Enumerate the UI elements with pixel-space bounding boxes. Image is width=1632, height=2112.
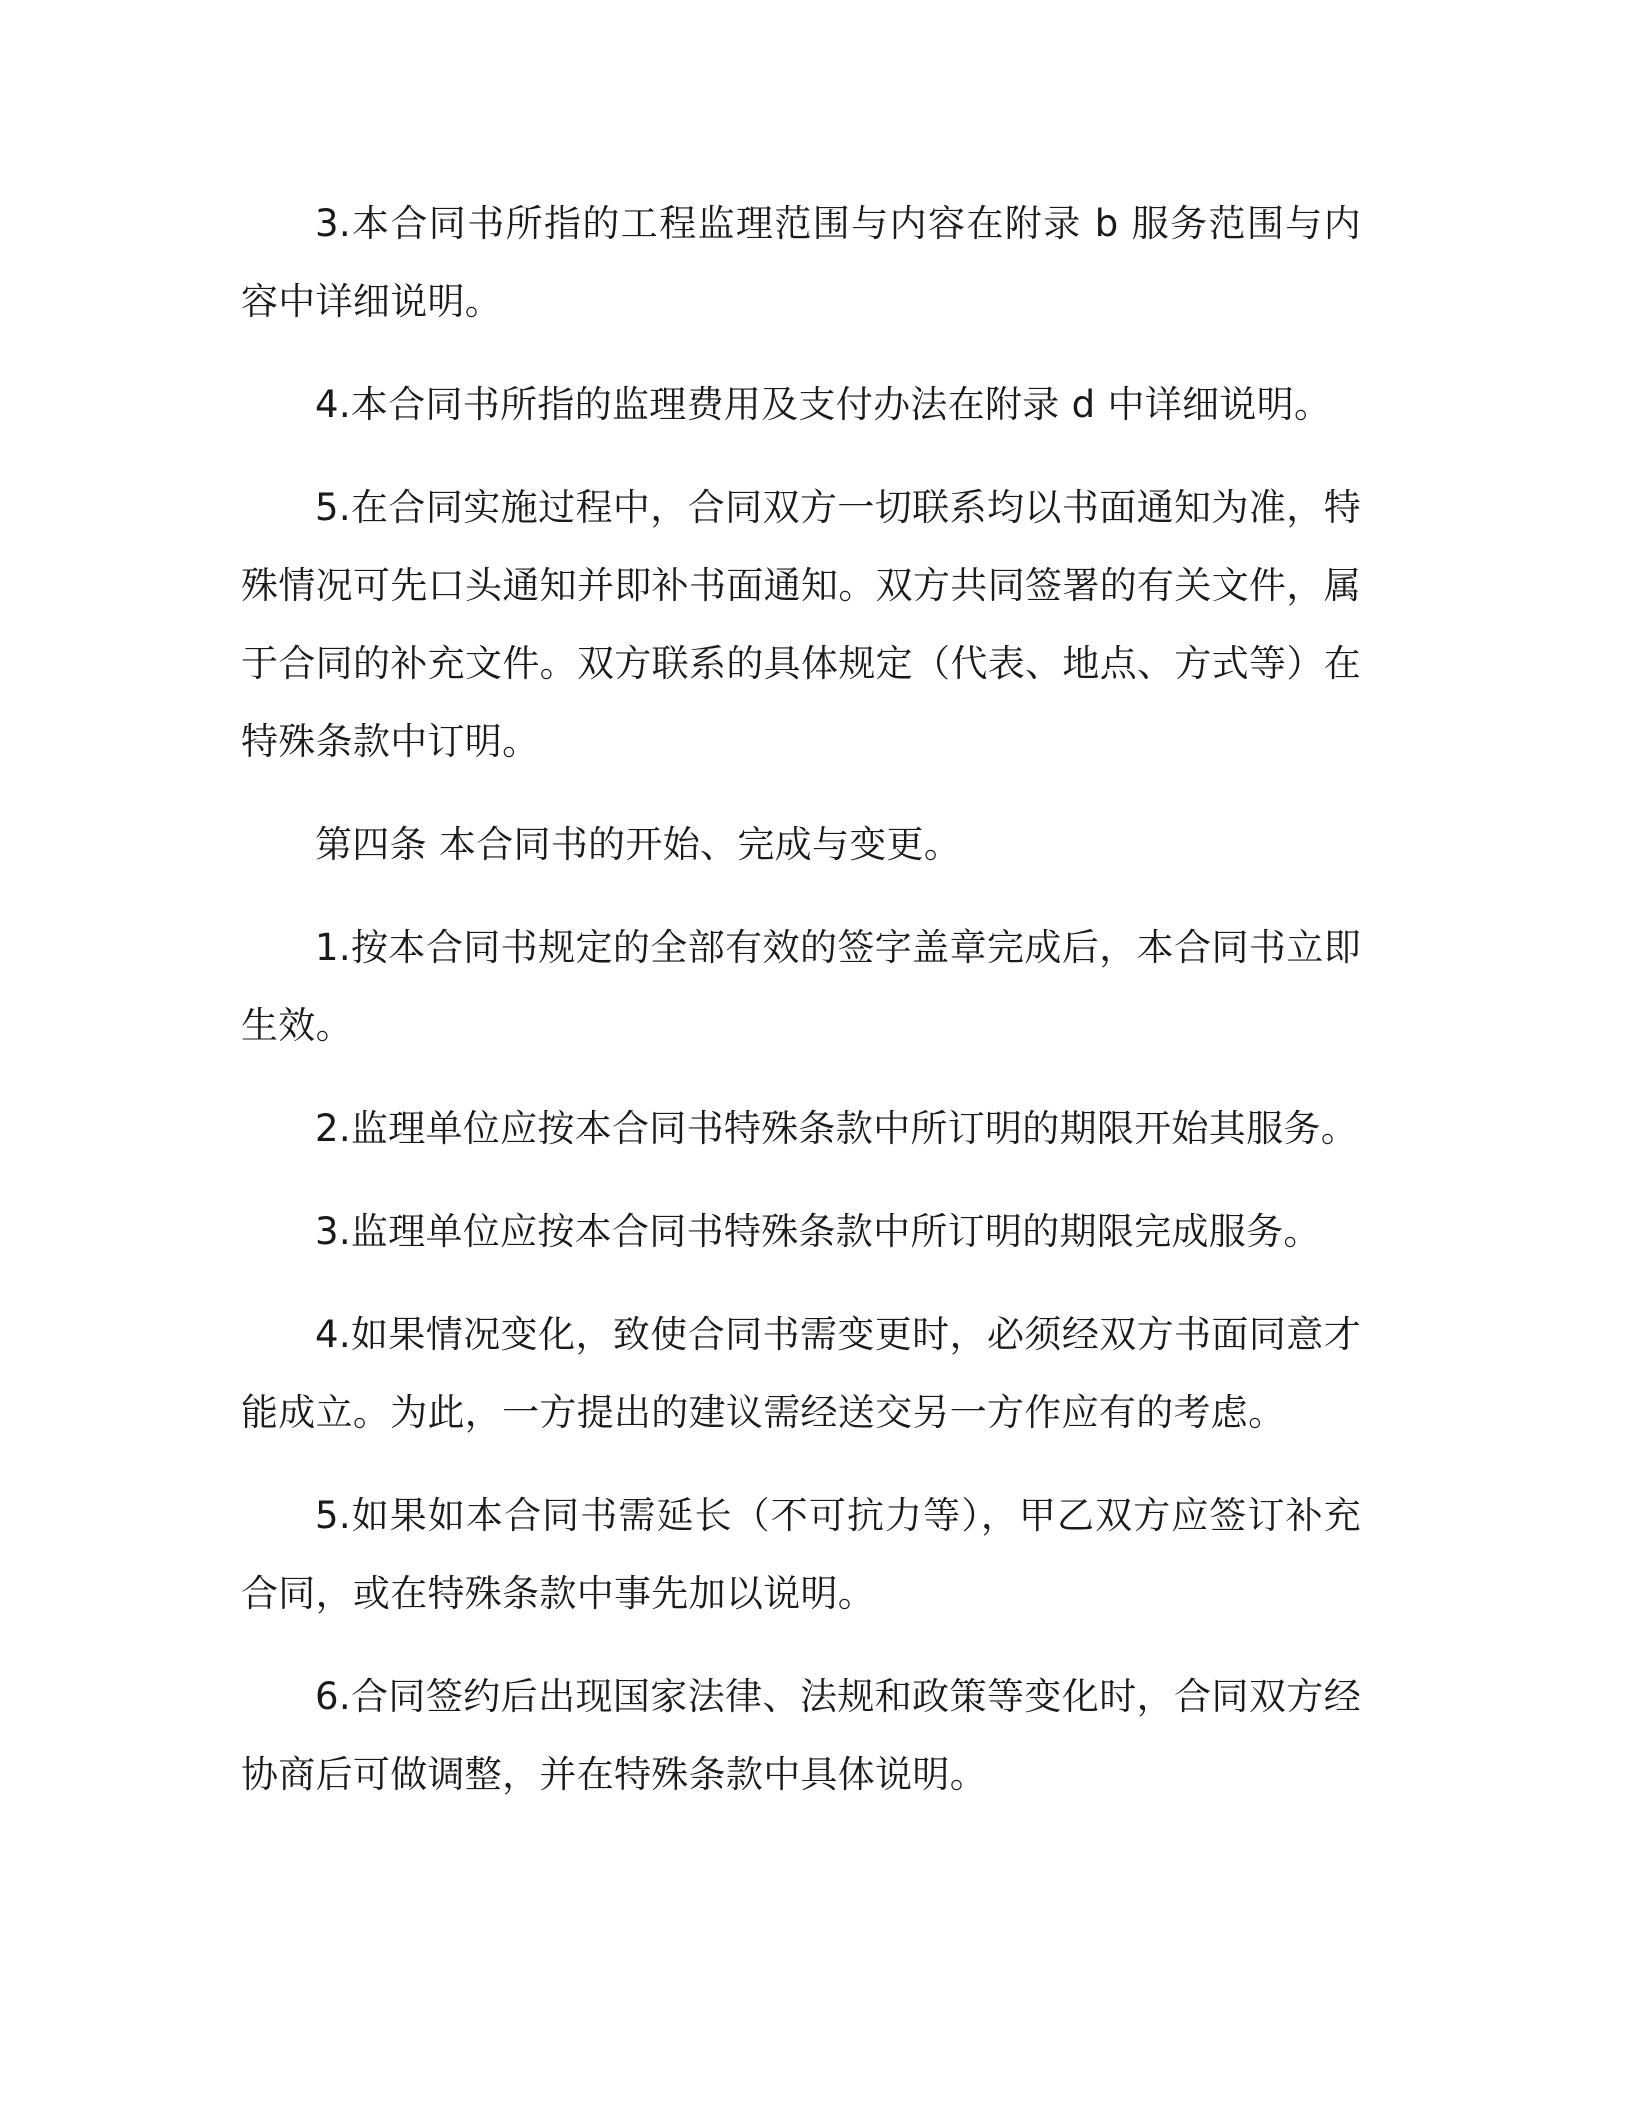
article-4-heading: 第四条 本合同书的开始、完成与变更。 [315, 823, 962, 866]
article-4-item-2: 2.监理单位应按本合同书特殊条款中所订明的期限开始其服务。 [315, 1107, 1358, 1150]
document-body [241, 185, 1361, 1839]
clause-5-communication: 5.在合同实施过程中，合同双方一切联系均以书面通知为准，特殊情况可先口头通知并即补书面通知。双方共同签署的有关文件，属于合同的补充文件。双方联系的具体规定（代表、地点、方式等）在特殊条款中订明。 [241, 486, 1361, 763]
clause-4-fees: 4.本合同书所指的监理费用及支付办法在附录 d 中详细说明。 [315, 383, 1332, 426]
clause-3-scope: 3.本合同书所指的工程监理范围与内容在附录 b 服务范围与内容中详细说明。 [241, 202, 1361, 323]
article-4-item-5: 5.如果如本合同书需延长（不可抗力等），甲乙双方应签订补充合同，或在特殊条款中事先加以说明。 [241, 1494, 1361, 1615]
article-4-item-6: 6.合同签约后出现国家法律、法规和政策等变化时，合同双方经协商后可做调整，并在特殊条款中具体说明。 [241, 1675, 1361, 1796]
article-4-item-3: 3.监理单位应按本合同书特殊条款中所订明的期限完成服务。 [315, 1210, 1321, 1253]
article-4-item-4: 4.如果情况变化，致使合同书需变更时，必须经双方书面同意才能成立。为此，一方提出的建议需经送交另一方作应有的考虑。 [241, 1313, 1361, 1434]
article-4-item-1: 1.按本合同书规定的全部有效的签字盖章完成后，本合同书立即生效。 [241, 926, 1361, 1047]
